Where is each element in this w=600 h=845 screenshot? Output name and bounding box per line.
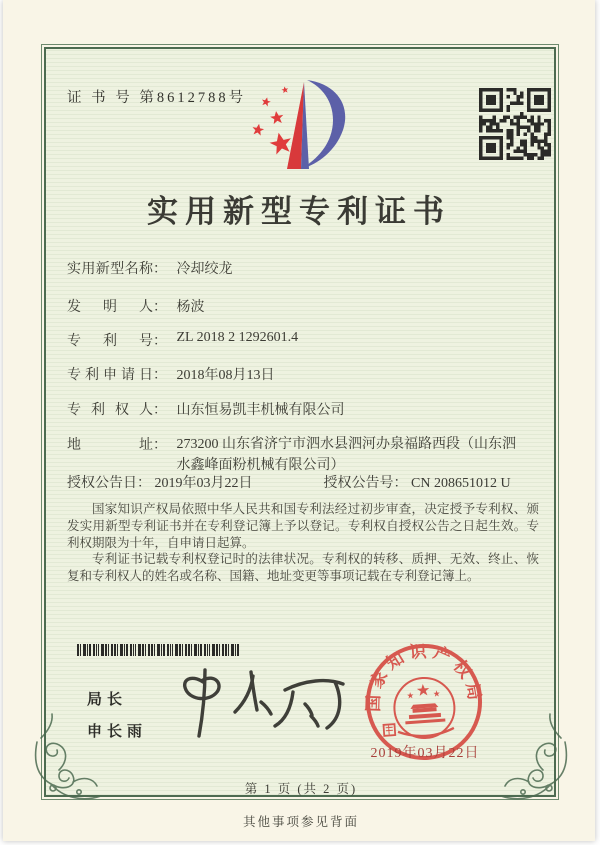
field-filing-date: 专利申请日： 2018年08月13日 — [67, 364, 275, 384]
field-label: 地址 — [67, 438, 153, 453]
field-value: 冷却绞龙 — [176, 262, 233, 277]
field-label: 专利权人 — [67, 403, 153, 418]
field-value: ZL 2018 2 1292601.4 — [176, 330, 299, 345]
field-value: 山东恒易凯丰机械有限公司 — [176, 403, 345, 418]
svg-text:国家知识产权局 — [359, 638, 485, 713]
qr-code — [479, 88, 551, 160]
field-address: 地址： 273200 山东省济宁市泗水县泗河办泉福路西段（山东泗水鑫峰面粉机械有限公司） — [67, 434, 529, 476]
field-label: 发明人 — [67, 300, 153, 315]
grant-date-label: 授权公告日 — [67, 476, 137, 491]
field-value: 273200 山东省济宁市泗水县泗河办泉福路西段（山东泗水鑫峰面粉机械有限公司） — [176, 437, 516, 473]
field-value: 2018年08月13日 — [176, 368, 275, 383]
field-label: 专利号 — [67, 334, 153, 349]
certificate-title: 实用新型专利证书 — [147, 194, 451, 229]
field-patentee: 专利权人： 山东恒易凯丰机械有限公司 — [67, 399, 345, 419]
grant-row: 授权公告日： 2019年03月22日 授权公告号： CN 208651012 U — [67, 476, 511, 491]
director-title: 局长 — [87, 691, 128, 708]
seal-date: 2019年03月22日 — [370, 746, 480, 761]
grant-number: CN 208651012 U — [411, 476, 511, 491]
barcode — [77, 644, 241, 656]
field-value: 杨波 — [176, 300, 205, 315]
field-inventor: 发明人： 杨波 — [67, 296, 205, 316]
certificate-number: 证 书 号 第8612788号 — [67, 90, 247, 106]
seal-text: 国家知识产权局 — [363, 641, 486, 713]
grant-number-label: 授权公告号 — [323, 476, 394, 491]
page-indicator: 第 1 页 (共 2 页) — [244, 782, 358, 796]
legal-paragraph-1: 国家知识产权局依照中华人民共和国专利法经过初步审查，决定授予专利权、颁发实用新型专利证书并在专利登记簿上予以登记。专利权自授权公告之日起生效。专利权期限为十年，自申请日起算。 — [67, 502, 539, 550]
field-label: 专利申请日 — [67, 368, 153, 383]
certificate-page — [3, 0, 595, 841]
director-signature — [169, 662, 354, 750]
grant-date: 2019年03月22日 — [154, 476, 253, 491]
footer-note: 其他事项参见背面 — [242, 815, 359, 829]
legal-text — [67, 501, 539, 585]
corner-flourish-right — [487, 712, 573, 808]
field-patent-number: 专利号： ZL 2018 2 1292601.4 — [67, 330, 299, 349]
field-label: 实用新型名称 — [67, 262, 153, 277]
field-utility-model-name: 实用新型名称： 冷却绞龙 — [67, 258, 233, 278]
corner-flourish-left — [29, 712, 115, 808]
legal-paragraph-2: 专利证书记载专利权登记时的法律状况。专利权的转移、质押、无效、终止、恢复和专利权人的姓名或名称、国籍、地址变更等事项记载在专利登记簿上。 — [67, 552, 539, 584]
cnipa-logo-icon — [241, 72, 363, 180]
director-name: 申长雨 — [87, 723, 148, 740]
